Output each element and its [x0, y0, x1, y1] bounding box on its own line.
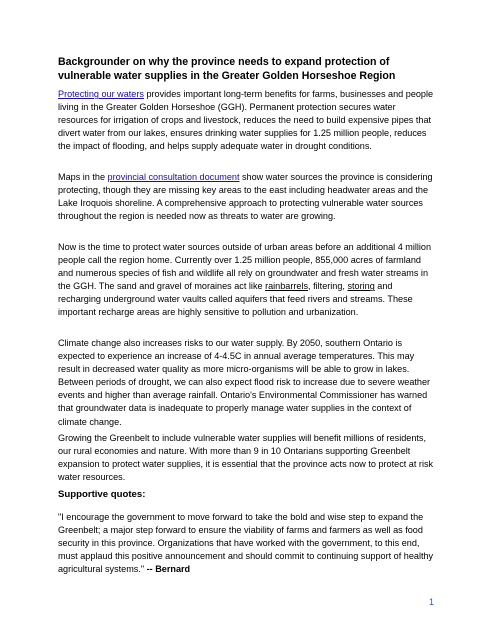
- paragraph-text: Maps in the: [58, 172, 108, 182]
- quote-attribution: -- Bernard: [146, 564, 191, 575]
- storing-word: storing: [347, 281, 375, 292]
- provincial-consultation-document-link[interactable]: provincial consultation document: [107, 172, 240, 182]
- paragraph-text: Now is the time to protect water sources outside of urban areas before an additional 4 million people call the region home. Currently over 1.25 million people, 855,000 acres of farmland and numerous species of fish and wildlife all rely on groundwater and fresh water streams in the GGH. The sand and gravel of moraines act like: [58, 242, 432, 292]
- paragraph-text: and recharging underground water vaults called aquifers that feed rivers and streams. These important recharge areas are highly sensitive to pollution and urbanization.: [58, 281, 413, 318]
- rainbarrels-word: rainbarrels: [265, 281, 309, 292]
- supportive-quotes-heading: Supportive quotes:: [58, 489, 146, 500]
- paragraph-text: show water sources the province is considering protecting, though they are missing key areas to the east including headwater areas and the Lake Iroquois shoreline. A comprehensive approach to protecting vulnerable water sources throughout the region is needed now as threats to water are growing.: [58, 172, 433, 222]
- document-title: Backgrounder on why the province needs to expand protection of vulnerable water supplies in the Greater Golden Horseshoe Region: [58, 56, 396, 82]
- paragraph-text: provides important long-term benefits for farms, businesses and people living in the Greater Golden Horseshoe (GGH). Permanent protection secures water resources for irrigation of crops and livestock, reduces the need to build expensive pipes that divert water from our lakes, ensures drinking water supplies for 1.25 million people, reduces the impact of flooding, and helps supply adequate water in drought conditions.: [58, 89, 434, 152]
- page-number: 1: [429, 597, 435, 607]
- paragraph-protecting-waters: [58, 88, 436, 153]
- paragraph-text: , filtering,: [308, 281, 348, 292]
- paragraph-now-is-the-time: [58, 241, 436, 320]
- paragraph-climate-change: Climate change also increases risks to our water supply. By 2050, southern Ontario is expected to experience an increase of 4-4.5C in annual average temperatures. This may result in decreased water quality as more micro-organisms will be able to grow in lakes. Between periods of drought, we can also expect flood risk to increase due to severe weather events and higher than average rainfall. Ontario's Environmental Commissioner has warned that groundwater data is inadequate to properly manage water supplies in the context of climate change.: [58, 338, 431, 427]
- protecting-our-waters-link[interactable]: Protecting our waters: [58, 89, 144, 99]
- paragraph-growing-greenbelt: Growing the Greenbelt to include vulnerable water supplies will benefit millions of residents, our rural economies and nature. With more than 9 in 10 Ontarians supporting Greenbelt expansion to protect water supplies, it is essential that the province acts now to protect at risk water resources.: [58, 433, 434, 483]
- quote-paragraph: [58, 511, 436, 576]
- quote-text: "I encourage the government to move forward to take the bold and wise step to expand the Greenbelt; a major step forward to ensure the viability of farms and farmers as well as food security in this province. Organizations that have worked with the government, to this end, must applaud this positive announcement and should commit to continuing support of healthy agricultural systems.": [58, 512, 434, 575]
- paragraph-maps: [58, 171, 436, 223]
